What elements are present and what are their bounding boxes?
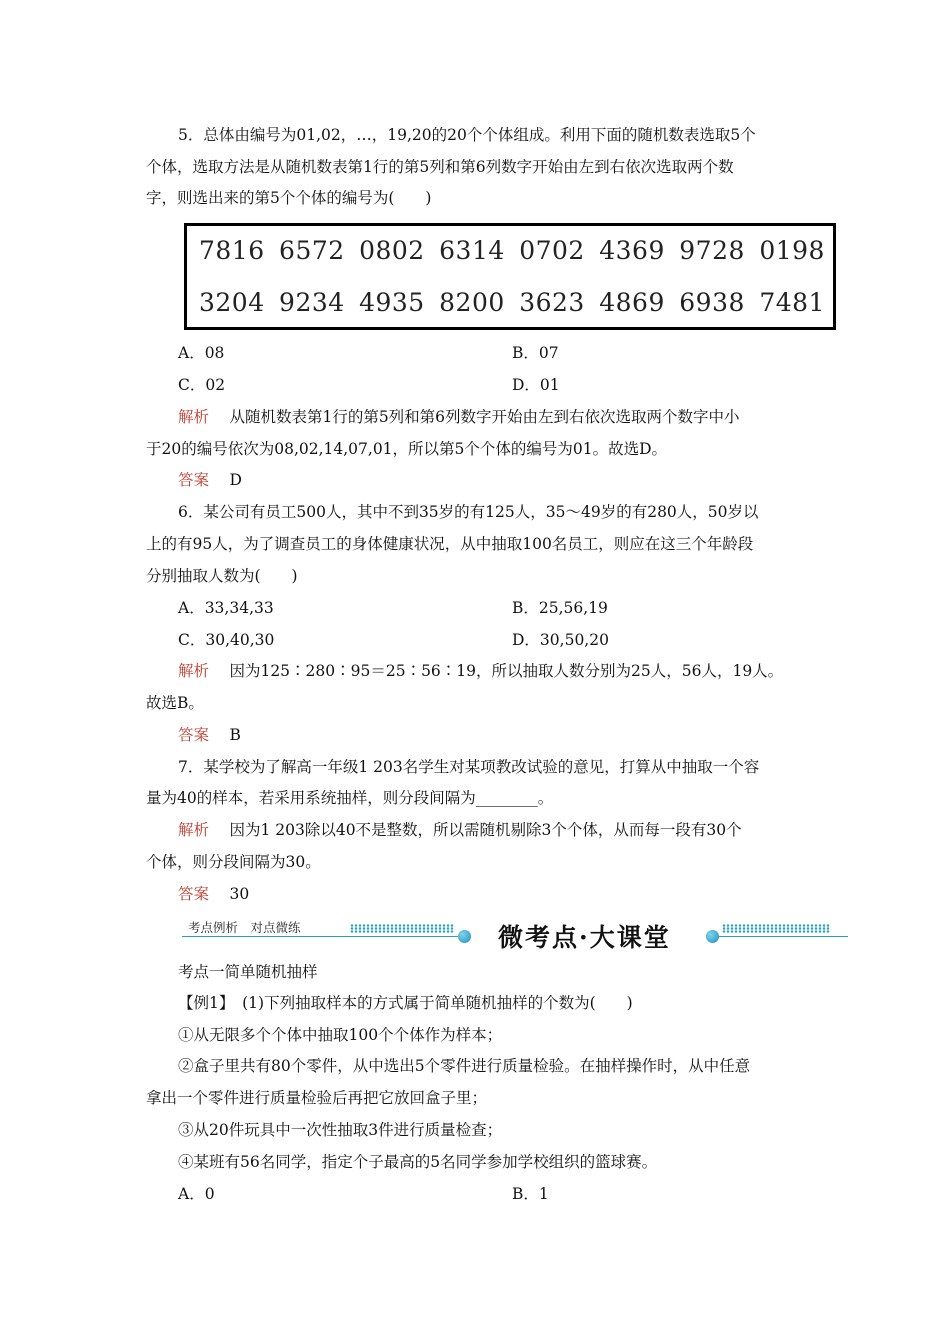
q5-answer bbox=[178, 470, 838, 490]
q6-line-3: 分别抽取人数为( ) bbox=[146, 567, 298, 585]
table-cell: 4935 bbox=[359, 288, 425, 317]
table-cell: 0702 bbox=[519, 236, 585, 265]
q6-analysis-line-1 bbox=[178, 661, 838, 681]
table-row bbox=[199, 236, 825, 265]
table-cell: 9234 bbox=[279, 288, 345, 317]
banner-ball-left bbox=[458, 930, 471, 943]
table-cell: 6938 bbox=[679, 288, 745, 317]
banner-dots-right bbox=[722, 924, 830, 933]
table-row bbox=[199, 288, 825, 317]
q6-analysis-line-2: 故选B。 bbox=[146, 694, 204, 712]
q6-option-c: C．30,40,30 bbox=[178, 631, 275, 649]
q6-option-a: A．33,34,33 bbox=[178, 599, 274, 617]
banner-tag: 考点例析 对点微练 bbox=[188, 920, 301, 935]
q6-answer bbox=[178, 725, 838, 745]
table-cell: 3204 bbox=[199, 288, 265, 317]
q7-line-2: 量为40的样本，若采用系统抽样，则分段间隔为________。 bbox=[146, 789, 554, 807]
q5-analysis-line-1 bbox=[178, 407, 838, 427]
q7-line-1: 7．某学校为了解高一年级1 203名学生对某项教改试验的意见，打算从中抽取一个容 bbox=[178, 758, 760, 776]
example-item-4: ④某班有56名同学，指定个子最高的5名同学参加学校组织的篮球赛。 bbox=[178, 1153, 658, 1171]
analysis-text: 从随机数表第1行的第5列和第6列数字开始由左到右依次选取两个数字中小 bbox=[229, 408, 740, 426]
answer-value: B bbox=[229, 726, 241, 744]
table-cell: 9728 bbox=[679, 236, 745, 265]
banner-dots-left bbox=[350, 924, 454, 933]
q6-line-1: 6．某公司有员工500人，其中不到35岁的有125人，35～49岁的有280人，50岁以 bbox=[178, 503, 759, 521]
q6-option-b: B．25,56,19 bbox=[512, 599, 608, 617]
analysis-label: 解析 bbox=[178, 662, 210, 680]
example-text: (1)下列抽取样本的方式属于简单随机抽样的个数为( ) bbox=[226, 994, 633, 1012]
q5-option-d: D．01 bbox=[512, 376, 560, 394]
analysis-label: 解析 bbox=[178, 408, 210, 426]
table-cell: 6314 bbox=[439, 236, 505, 265]
table-cell: 7481 bbox=[759, 288, 825, 317]
q5-analysis-line-2: 于20的编号依次为08,02,14,07,01，所以第5个个体的编号为01。故选D。 bbox=[146, 440, 668, 458]
example-item-3: ③从20件玩具中一次性抽取3件进行质量检查； bbox=[178, 1121, 503, 1139]
answer-label: 答案 bbox=[178, 726, 210, 744]
banner-title: 微考点·大课堂 bbox=[498, 923, 671, 952]
table-cell: 4369 bbox=[599, 236, 665, 265]
q5-line-1: 5．总体由编号为01,02，…，19,20的20个个体组成。利用下面的随机数表选取5个 bbox=[178, 126, 756, 144]
example-option-a: A．0 bbox=[178, 1185, 215, 1203]
analysis-text: 因为1 203除以40不是整数，所以需随机剔除3个个体，从而每一段有30个 bbox=[229, 821, 742, 839]
analysis-label: 解析 bbox=[178, 821, 210, 839]
q5-option-c: C．02 bbox=[178, 376, 226, 394]
example-item-2-cont: 拿出一个零件进行质量检验后再把它放回盒子里； bbox=[146, 1089, 488, 1107]
q7-answer bbox=[178, 884, 838, 904]
table-cell: 4869 bbox=[599, 288, 665, 317]
table-cell: 0198 bbox=[759, 236, 825, 265]
section-banner bbox=[182, 914, 850, 958]
answer-label: 答案 bbox=[178, 471, 210, 489]
q5-option-b: B．07 bbox=[512, 344, 559, 362]
table-cell: 6572 bbox=[279, 236, 345, 265]
q5-option-a: A．08 bbox=[178, 344, 225, 362]
example-1 bbox=[178, 993, 838, 1013]
example-item-2: ②盒子里共有80个零件，从中选出5个零件进行质量检验。在抽样操作时，从中任意 bbox=[178, 1057, 751, 1075]
section-heading: 考点一简单随机抽样 bbox=[178, 963, 318, 981]
example-item-1: ①从无限多个个体中抽取100个个体作为样本； bbox=[178, 1026, 503, 1044]
random-number-table bbox=[184, 223, 836, 330]
q6-line-2: 上的有95人，为了调查员工的身体健康状况，从中抽取100名员工，则应在这三个年龄段 bbox=[146, 535, 754, 553]
answer-label: 答案 bbox=[178, 885, 210, 903]
example-label: 【例1】 bbox=[178, 994, 227, 1012]
q5-line-3: 字，则选出来的第5个个体的编号为( ) bbox=[146, 189, 432, 207]
example-option-b: B．1 bbox=[512, 1185, 549, 1203]
table-cell: 8200 bbox=[439, 288, 505, 317]
table-cell: 7816 bbox=[199, 236, 265, 265]
table-cell: 0802 bbox=[359, 236, 425, 265]
analysis-text: 因为125∶280∶95＝25∶56∶19，所以抽取人数分别为25人，56人，19人。 bbox=[229, 662, 784, 680]
banner-rule-right bbox=[718, 936, 848, 937]
q7-analysis-line-1 bbox=[178, 820, 838, 840]
q7-analysis-line-2: 个体，则分段间隔为30。 bbox=[146, 853, 321, 871]
answer-value: D bbox=[229, 471, 242, 489]
q6-option-d: D．30,50,20 bbox=[512, 631, 609, 649]
banner-rule-left bbox=[182, 936, 458, 937]
q5-line-2: 个体，选取方法是从随机数表第1行的第5列和第6列数字开始由左到右依次选取两个数 bbox=[146, 158, 734, 176]
table-cell: 3623 bbox=[519, 288, 585, 317]
answer-value: 30 bbox=[229, 885, 250, 903]
